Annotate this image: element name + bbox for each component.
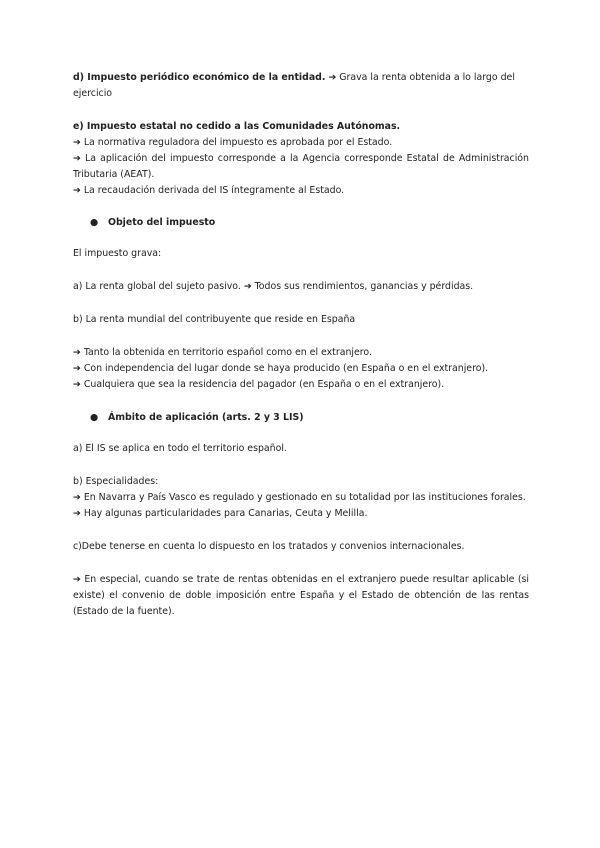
objeto-arrow-line: ➔ Cualquiera que sea la residencia del pagador (en España o en el extranjero). — [73, 379, 445, 390]
section-d-heading: d) Impuesto periódico económico de la entidad. — [73, 72, 326, 83]
especialidad-line: ➔ En Navarra y País Vasco es regulado y gestionado en su totalidad por las instituciones forales. — [73, 492, 526, 503]
section-e-heading: e) Impuesto estatal no cedido a las Comunidades Autónomas. — [73, 121, 401, 132]
ambito-item-a: a) El IS se aplica en todo el territorio español. — [73, 443, 287, 454]
especialidad-line: ➔ Hay algunas particularidades para Canarias, Ceuta y Melilla. — [73, 508, 368, 519]
bullet-icon: ● — [90, 217, 99, 228]
objeto-item-a: a) La renta global del sujeto pasivo. ➔ Todos sus rendimientos, ganancias y pérdidas. — [73, 281, 474, 292]
objeto-item-b: b) La renta mundial del contribuyente que reside en España — [73, 314, 356, 325]
ambito-heading-text: Ámbito de aplicación (arts. 2 y 3 LIS) — [108, 412, 304, 423]
section-d — [73, 70, 529, 102]
section-e-line: ➔ La normativa reguladora del impuesto es aprobada por el Estado. — [73, 137, 393, 148]
ambito-final-paragraph: ➔ En especial, cuando se trate de rentas obtenidas en el extranjero puede resultar aplicable (si existe) el convenio de doble imposición entre España y el Estado de obtención de las rentas (Estado de la fuente). — [73, 574, 529, 617]
ambito-item-b: b) Especialidades: — [73, 476, 159, 487]
objeto-heading-text: Objeto del impuesto — [108, 217, 216, 228]
section-d-text: ➔ Grava la renta obtenida a lo largo del ejercicio — [73, 72, 515, 99]
objeto-arrow-line: ➔ Con independencia del lugar donde se haya producido (en España o en el extranjero). — [73, 363, 489, 374]
section-e-line: ➔ La aplicación del impuesto corresponde a la Agencia corresponde Estatal de Administración Tributaria (AEAT). — [73, 153, 529, 180]
document-body — [73, 70, 529, 620]
ambito-heading — [73, 410, 529, 426]
objeto-intro: El impuesto grava: — [73, 248, 162, 259]
bullet-icon: ● — [90, 412, 99, 423]
section-e-line: ➔ La recaudación derivada del IS íntegramente al Estado. — [73, 185, 345, 196]
objeto-heading — [73, 215, 529, 231]
objeto-arrow-line: ➔ Tanto la obtenida en territorio español como en el extranjero. — [73, 347, 372, 358]
ambito-item-c: c)Debe tenerse en cuenta lo dispuesto en los tratados y convenios internacionales. — [73, 541, 465, 552]
